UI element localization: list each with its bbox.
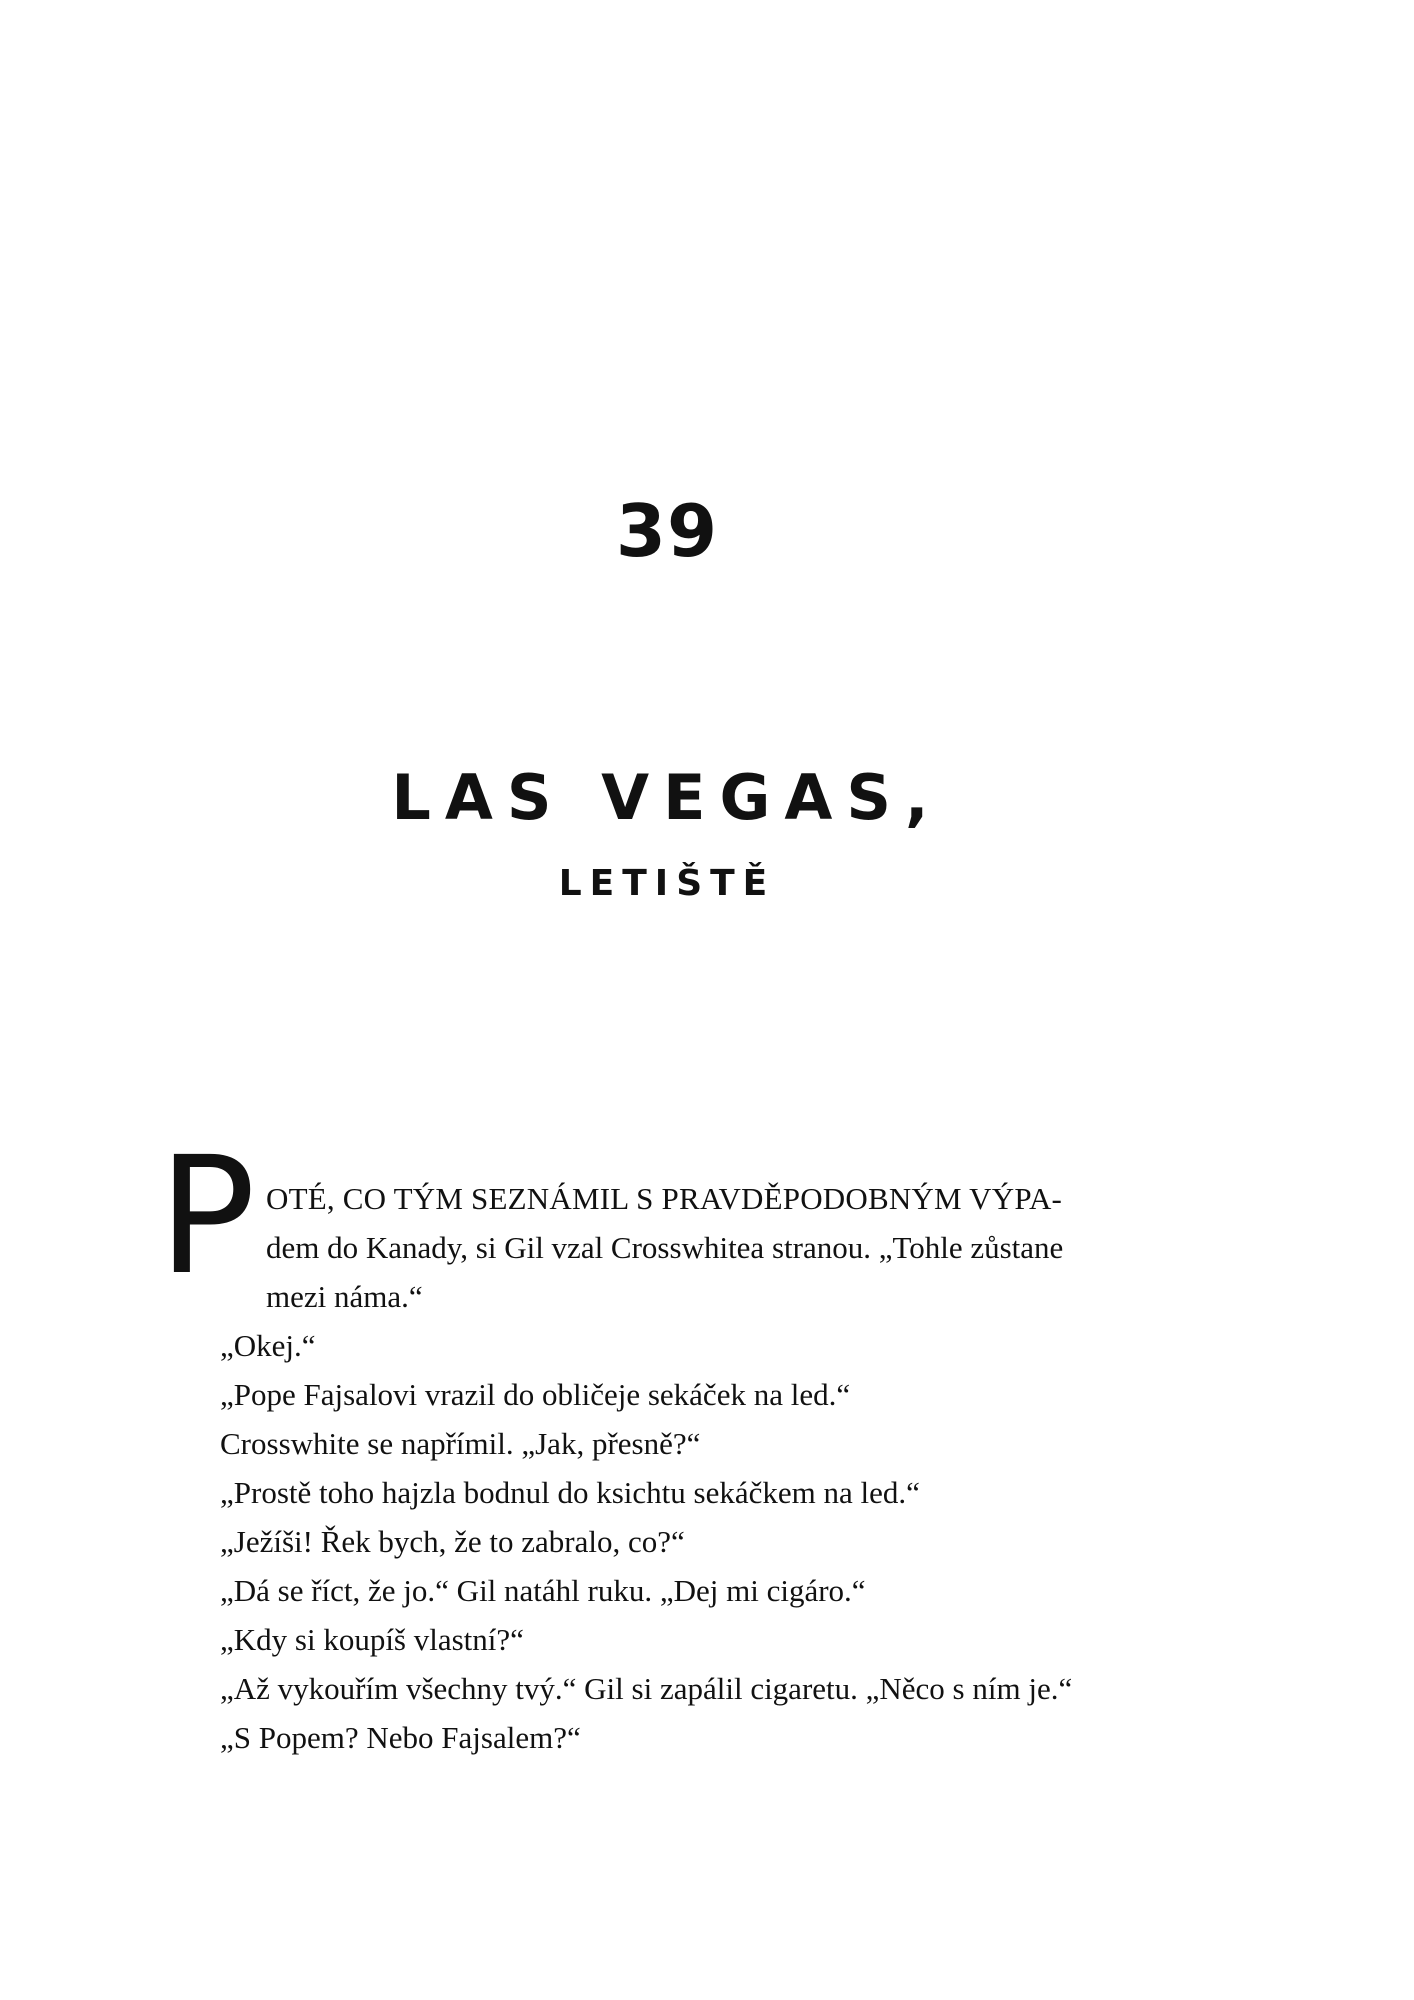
dialogue-line: „Pope Fajsalovi vrazil do obličeje sekáček na led.“ <box>220 1377 851 1412</box>
opening-paragraph <box>266 1174 1176 1321</box>
dialogue-line: Crosswhite se napřímil. „Jak, přesně?“ <box>220 1426 701 1461</box>
dialogue-line: „Až vykouřím všechny tvý.“ Gil si zapálil cigaretu. „Něco s ním je.“ <box>220 1671 1073 1706</box>
drop-cap: P <box>158 1123 256 1311</box>
opening-line: dem do Kanady, si Gil vzal Crosswhitea stranou. „Tohle zůstane <box>266 1230 1064 1265</box>
chapter-location: LAS VEGAS, <box>391 761 943 834</box>
dialogue-line: „Ježíši! Řek bych, že to zabralo, co?“ <box>220 1524 685 1559</box>
dialogue-line: „S Popem? Nebo Fajsalem?“ <box>220 1720 581 1755</box>
opening-line: OTÉ, CO TÝM SEZNÁMIL S PRAVDĚPODOBNÝM VÝPA- <box>266 1181 1063 1216</box>
dialogue-line: „Okej.“ <box>220 1328 316 1363</box>
dialogue-line: „Prostě toho hajzla bodnul do ksichtu sekáčkem na led.“ <box>220 1475 920 1510</box>
opening-line: mezi náma.“ <box>266 1279 423 1314</box>
chapter-sublocation: LETIŠTĚ <box>558 863 776 904</box>
dialogue-line: „Dá se říct, že jo.“ Gil natáhl ruku. „Dej mi cigáro.“ <box>220 1573 866 1608</box>
dialogue-block <box>220 1321 1072 1762</box>
chapter-number: 39 <box>615 489 719 573</box>
dialogue-line: „Kdy si koupíš vlastní?“ <box>220 1622 524 1657</box>
